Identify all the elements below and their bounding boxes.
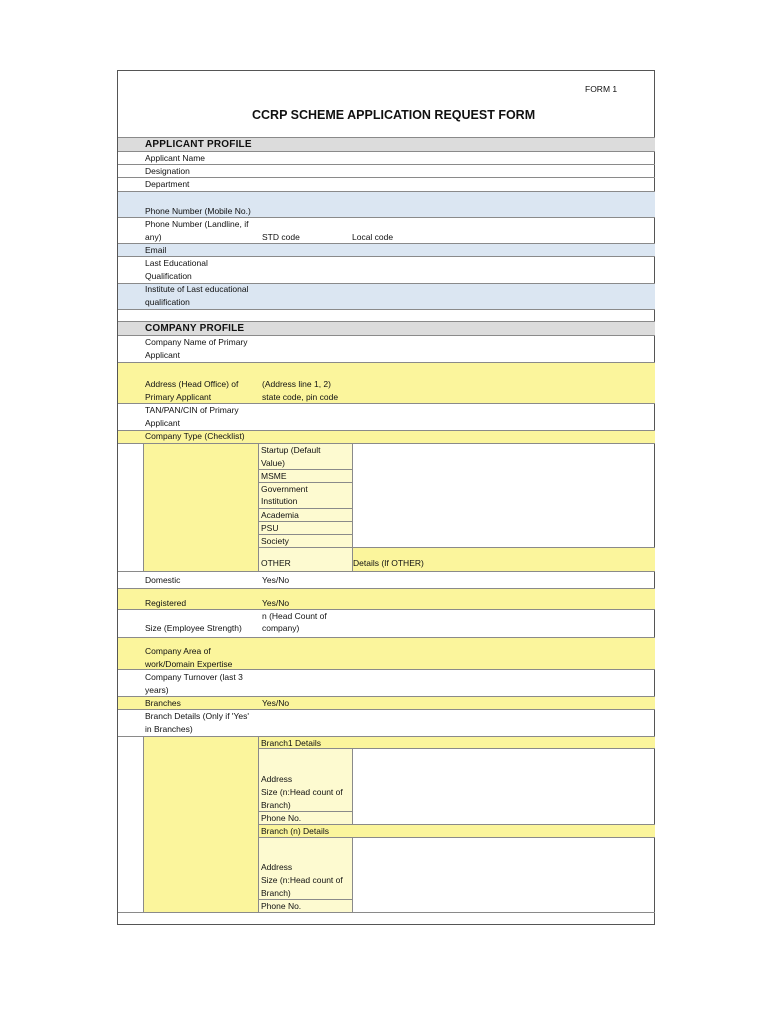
branch1-address-label: Address (261, 774, 293, 784)
address-label-2: Primary Applicant (145, 392, 212, 402)
type-other[interactable]: OTHER (261, 558, 291, 568)
area-label-2: work/Domain Expertise (145, 659, 233, 669)
type-government[interactable]: Government (261, 484, 308, 494)
type-government-2: Institution (261, 496, 298, 506)
turnover-label: Company Turnover (last 3 (145, 672, 243, 682)
domestic-label: Domestic (145, 575, 181, 585)
form-number: FORM 1 (585, 84, 618, 94)
tan-label-2: Applicant (145, 418, 180, 428)
designation-label: Designation (145, 166, 190, 176)
type-startup[interactable]: Startup (Default (261, 445, 321, 455)
email-label: Email (145, 245, 167, 255)
area-label: Company Area of (145, 646, 211, 656)
type-psu[interactable]: PSU (261, 523, 279, 533)
turnover-label-2: years) (145, 685, 169, 695)
applicant-name-label: Applicant Name (145, 153, 206, 163)
branchn-size-label: Size (n:Head count of (261, 875, 343, 885)
institute-label: Institute of Last educational (145, 284, 249, 294)
branch-left-bg (143, 736, 258, 912)
branchn-address-label: Address (261, 862, 293, 872)
other-details-label: Details (If OTHER) (353, 558, 424, 568)
qualification-label-2: Qualification (145, 271, 192, 281)
branch-details-label: Branch Details (Only if 'Yes' (145, 711, 250, 721)
company-profile-header: COMPANY PROFILE (145, 323, 245, 334)
registered-value[interactable]: Yes/No (262, 598, 290, 608)
phone-mobile-label: Phone Number (Mobile No.) (145, 206, 251, 216)
std-code-label: STD code (262, 232, 300, 242)
address-hint-2: state code, pin code (262, 392, 339, 402)
size-hint: n (Head Count of (262, 611, 327, 621)
type-startup-2: Value) (261, 458, 285, 468)
branch1-phone-label: Phone No. (261, 813, 302, 823)
registered-bg (118, 588, 655, 609)
local-code-label: Local code (352, 232, 394, 242)
branchn-details-label: Branch (n) Details (261, 826, 330, 836)
institute-label-2: qualification (145, 297, 190, 307)
branch1-details-label: Branch1 Details (261, 738, 322, 748)
applicant-profile-header: APPLICANT PROFILE (145, 139, 252, 150)
phone-landline-label-2: any) (145, 232, 162, 242)
branch1-size-label: Size (n:Head count of (261, 787, 343, 797)
phone-landline-label: Phone Number (Landline, if (145, 219, 249, 229)
qualification-label: Last Educational (145, 258, 208, 268)
company-type-label: Company Type (Checklist) (145, 431, 245, 441)
department-label: Department (145, 179, 190, 189)
email-bg (118, 243, 655, 256)
branchn-size-label-2: Branch) (261, 888, 291, 898)
branch1-size-label-2: Branch) (261, 800, 291, 810)
branches-label: Branches (145, 698, 181, 708)
type-academia[interactable]: Academia (261, 510, 299, 520)
branches-bg (118, 696, 655, 709)
type-left-bg (143, 443, 258, 571)
type-msme[interactable]: MSME (261, 471, 287, 481)
form-title: CCRP SCHEME APPLICATION REQUEST FORM (252, 108, 536, 122)
registered-label: Registered (145, 598, 187, 608)
address-label: Address (Head Office) of (145, 379, 239, 389)
branchn-phone-label: Phone No. (261, 901, 302, 911)
branches-value[interactable]: Yes/No (262, 698, 290, 708)
tan-label: TAN/PAN/CIN of Primary (145, 405, 239, 415)
domestic-value[interactable]: Yes/No (262, 575, 290, 585)
company-name-label-2: Applicant (145, 350, 180, 360)
address-hint: (Address line 1, 2) (262, 379, 331, 389)
size-hint-2: company) (262, 623, 300, 633)
type-society[interactable]: Society (261, 536, 289, 546)
company-name-label: Company Name of Primary (145, 337, 248, 347)
branch-details-label-2: in Branches) (145, 724, 193, 734)
size-label: Size (Employee Strength) (145, 623, 242, 633)
